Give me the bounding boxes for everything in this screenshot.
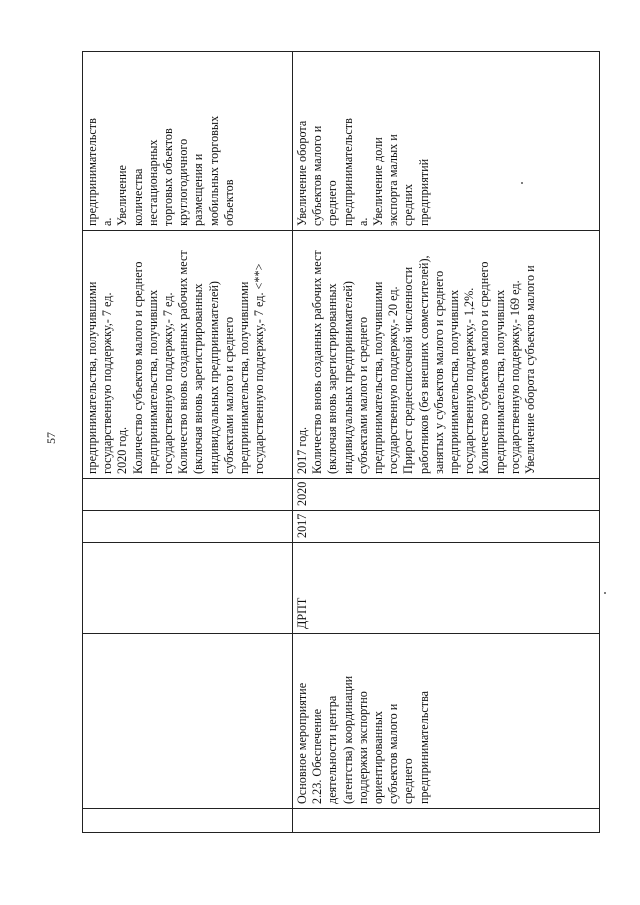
rotated-table-wrapper <box>82 51 600 833</box>
scan-speck <box>604 592 606 594</box>
executor-cell <box>83 542 292 633</box>
page-number: 57 <box>44 432 58 444</box>
result-cell: предпринимательств а. Увеличение количества нестационарных торговых объектов круглогодичного размещения и мобильных торговых объектов <box>85 115 236 226</box>
scan-speck <box>521 182 523 184</box>
executor-cell: ДРПТ <box>293 542 599 633</box>
row-number-cell <box>293 808 599 832</box>
indicators-cell: 2017 год. Количество вновь созданных рабочих мест (включая вновь зарегистрированных индивидуальных предпринимателей) субъектами малого и среднего предпринимательства, получившими государственную поддержку,- 20 ед. Прирост среднесписочной численности работников (без внешних совместителей), занятых у субъектов малого и среднего предпринимательства, получивших государственную поддержку,- 1,2%. Количество субъектов малого и среднего предпринимательства, получивших государственную поддержку,- 169 ед. Увеличение оборота субъектов малого и <box>293 230 599 478</box>
end-year-cell: 2020 <box>293 478 599 510</box>
start-year-cell <box>83 510 292 542</box>
event-cell <box>83 633 292 808</box>
row-number-cell <box>83 808 292 832</box>
table-row <box>83 52 293 832</box>
result-cell: Увеличение оборота субъектов малого и среднего предпринимательств а. Увеличение доли экспорта малых и средних предприятий <box>295 118 431 226</box>
event-cell: Основное мероприятие 2.23. Обеспечение деятельности центра (агентства) координации поддержки экспортно ориентированных субъектов малого и среднего предпринимательства <box>293 633 599 808</box>
start-year-cell: 2017 <box>293 510 599 542</box>
measures-table <box>82 51 600 833</box>
table-row <box>293 52 599 832</box>
end-year-cell <box>83 478 292 510</box>
indicators-cell: предпринимательства, получившими государственную поддержку,- 7 ед. 2020 год. Количество субъектов малого и среднего предпринимательства, получивших государственную поддержку,- 7 ед. Количество вновь созданных рабочих мест (включая вновь зарегистрированных индивидуальных предпринимателей) субъектами малого и среднего предпринимательства, получившими государственную поддержку,- 7 ед. <**> <box>83 230 292 478</box>
